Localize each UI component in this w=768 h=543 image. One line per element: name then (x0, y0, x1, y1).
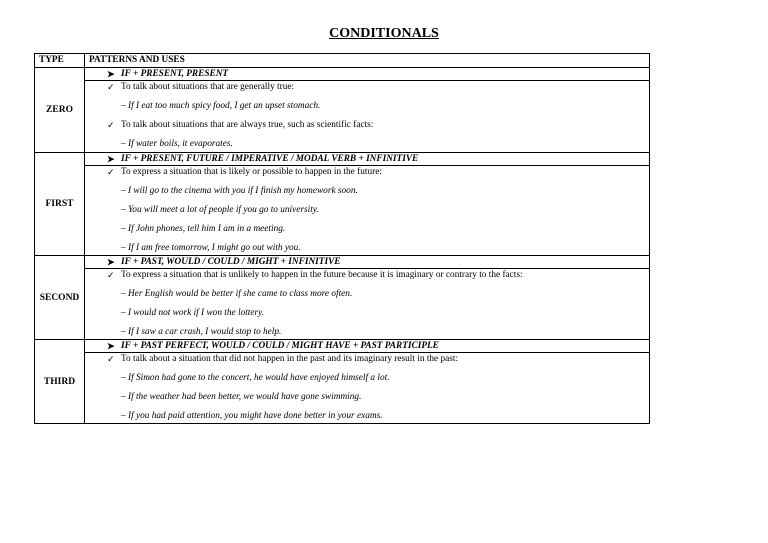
arrowhead-bullet-icon: ➤ (107, 154, 115, 164)
example-sentence: – I would not work if I won the lottery. (121, 308, 265, 318)
row-first-pattern (35, 153, 650, 166)
list-item: ✓ To talk about a situation that did not happen in the past and its imaginary result in the past: (107, 354, 459, 364)
type-zero: ZERO (35, 68, 85, 153)
example-sentence: – You will meet a lot of people if you go to university. (121, 205, 319, 215)
checkmark-icon: ✓ (107, 120, 115, 130)
row-zero-uses (35, 81, 650, 153)
row-second-uses (35, 269, 650, 340)
pattern-first: IF + PRESENT, FUTURE / IMPERATIVE / MODAL VERB + INFINITIVE (121, 154, 419, 164)
list-item: ✓ To talk about situations that are generally true: (107, 82, 295, 92)
example-sentence: – If the weather had been better, we would have gone swimming. (121, 392, 362, 402)
arrowhead-bullet-icon: ➤ (107, 341, 115, 351)
arrowhead-bullet-icon: ➤ (107, 257, 115, 267)
example-sentence: – If water boils, it evaporates. (121, 139, 233, 149)
list-item: ✓ To talk about situations that are always true, such as scientific facts: (107, 120, 374, 130)
pattern-zero: IF + PRESENT, PRESENT (121, 69, 229, 79)
checkmark-icon: ✓ (107, 167, 115, 177)
table-header-row (35, 54, 650, 68)
example-sentence: – If I saw a car crash, I would stop to help. (121, 327, 282, 337)
checkmark-icon: ✓ (107, 82, 115, 92)
document-title: CONDITIONALS (329, 26, 439, 41)
list-item: ✓ To express a situation that is likely or possible to happen in the future: (107, 167, 382, 177)
pattern-second: IF + PAST, WOULD / COULD / MIGHT + INFINITIVE (121, 257, 341, 267)
arrowhead-bullet-icon: ➤ (107, 69, 115, 79)
checkmark-icon: ✓ (107, 354, 115, 364)
example-sentence: – If I eat too much spicy food, I get an upset stomach. (121, 101, 321, 111)
type-first: FIRST (35, 153, 85, 256)
row-zero-pattern (35, 68, 650, 81)
list-item: ✓ To express a situation that is unlikely to happen in the future because it is imaginary or contrary to the facts: (107, 270, 523, 280)
header-type: TYPE (35, 54, 85, 68)
example-sentence: – Her English would be better if she came to class more often. (121, 289, 353, 299)
type-third: THIRD (35, 340, 85, 424)
row-first-uses (35, 166, 650, 256)
row-second-pattern (35, 256, 650, 269)
conditionals-table (34, 53, 650, 424)
header-patterns: PATTERNS AND USES (85, 54, 650, 68)
example-sentence: – If I am free tomorrow, I might go out with you. (121, 243, 301, 253)
type-second: SECOND (35, 256, 85, 340)
example-sentence: – If Simon had gone to the concert, he would have enjoyed himself a lot. (121, 373, 390, 383)
example-sentence: – If John phones, tell him I am in a meeting. (121, 224, 286, 234)
row-third-pattern (35, 340, 650, 353)
example-sentence: – If you had paid attention, you might have done better in your exams. (121, 411, 383, 421)
checkmark-icon: ✓ (107, 270, 115, 280)
row-third-uses (35, 353, 650, 424)
pattern-third: IF + PAST PERFECT, WOULD / COULD / MIGHT HAVE + PAST PARTICIPLE (121, 341, 439, 351)
example-sentence: – I will go to the cinema with you if I finish my homework soon. (121, 186, 358, 196)
